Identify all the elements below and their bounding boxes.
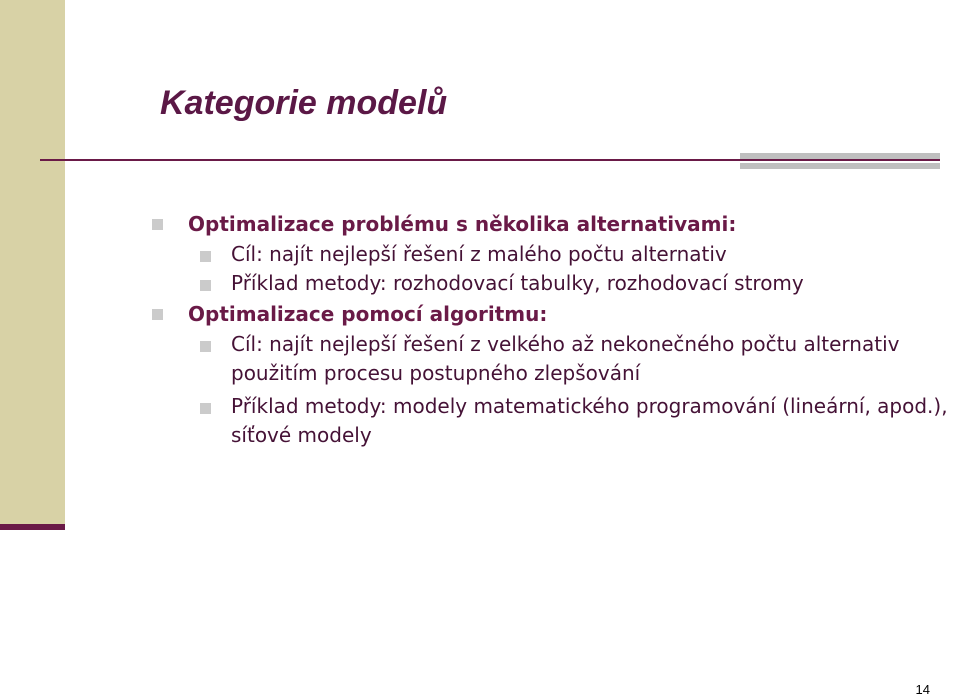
bullet-text: Optimalizace problému s několika alternativami:: [188, 212, 737, 236]
square-bullet-icon: [152, 219, 163, 230]
bullet-text: Optimalizace pomocí algoritmu:: [188, 302, 548, 326]
square-bullet-icon: [200, 403, 211, 414]
bullet-item-level-2: [152, 330, 960, 388]
bullet-item-level-2: [152, 392, 960, 450]
bullet-list: [152, 208, 960, 450]
bullet-text: Cíl: najít nejlepší řešení z malého počtu alternativ: [231, 242, 727, 266]
square-bullet-icon: [200, 280, 211, 291]
bullet-item-level-1: [152, 208, 960, 240]
square-bullet-icon: [200, 251, 211, 262]
bullet-item-level-2: [152, 240, 960, 269]
bullet-text: Příklad metody: modely matematického programování (lineární, apod.), síťové modely: [231, 394, 948, 447]
bullet-item-level-2: [152, 269, 960, 298]
title-rule: [40, 159, 940, 161]
bullet-text: Příklad metody: rozhodovací tabulky, rozhodovací stromy: [231, 271, 804, 295]
square-bullet-icon: [200, 341, 211, 352]
bullet-item-level-1: [152, 298, 960, 330]
slide-title: Kategorie modelů: [160, 84, 448, 122]
square-bullet-icon: [152, 309, 163, 320]
bullet-text: Cíl: najít nejlepší řešení z velkého až nekonečného počtu alternativ použitím procesu postupného zlepšování: [231, 332, 900, 385]
left-decorative-band: [0, 0, 65, 524]
page-number: 14: [915, 682, 930, 697]
left-band-rule: [0, 524, 65, 530]
title-rule-accent-bottom: [740, 163, 940, 169]
